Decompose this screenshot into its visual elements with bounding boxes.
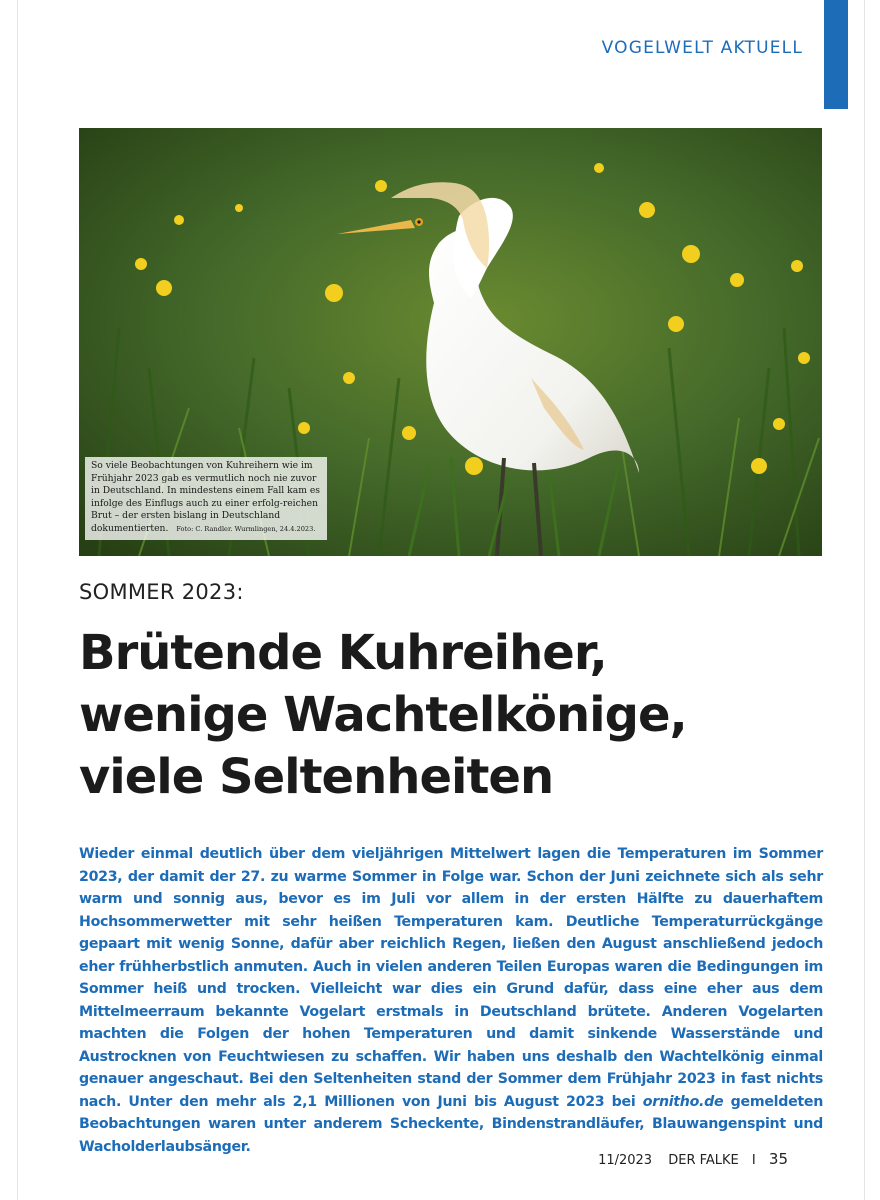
magazine-name: DER FALKE <box>668 1153 739 1168</box>
headline-line-1: Brütende Kuhreiher, <box>79 625 607 681</box>
magazine-page <box>17 0 865 1200</box>
photo-caption <box>85 457 327 540</box>
section-tab-marker <box>824 0 848 109</box>
footer-separator: I <box>751 1153 756 1168</box>
article-headline <box>79 622 859 808</box>
section-header: VOGELWELT AKTUELL <box>601 38 803 58</box>
egret-photo <box>79 128 822 556</box>
photo-credit: Foto: C. Randler. Wurmlingen, 24.4.2023. <box>176 524 316 533</box>
headline-line-2: wenige Wachtelkönige, <box>79 687 687 743</box>
lead-text-part-2: gemeldeten Beobachtungen waren unter anderem Scheckente, Bindenstrandläufer, Blauwangenspint und Wacholderlaubsänger. <box>79 1093 824 1155</box>
page-footer <box>598 1150 788 1168</box>
lead-text-part-1: Wieder einmal deutlich über dem vieljährigen Mittelwert lagen die Temperaturen im Sommer 2023, der damit der 27. zu warme Sommer in Folge war. Schon der Juni zeichnete sich als sehr warm und sonnig aus, bevor es im Juli vor allem in der ersten Hälfte zu dauerhaftem Hochsommerwetter mit sehr heißen Temperaturen kam. Deutliche Temperaturrückgänge gepaart mit wenig Sonne, dafür aber reichlich Regen, ließen den August anschließend jedoch eher frühherbstlich anmuten. Auch in vielen anderen Teilen Europas waren die Bedingungen im Sommer heiß und trocken. Vielleicht war dies ein Grund dafür, dass eine eher aus dem Mittelmeerraum bekannte Vogelart erstmals in Deutschland brütete. Anderen Vogelarten machten die Folgen der hohen Temperaturen und damit sinkende Wasserstände und Austrocknen von Feuchtwiesen zu schaffen. Wir haben uns deshalb den Wachtelkönig einmal genauer angeschaut. Bei den Seltenheiten stand der Sommer dem Frühjahr 2023 in fast nichts nach. Unter den mehr als 2,1 Millionen von Juni bis August 2023 bei <box>79 846 823 1110</box>
article-lead <box>79 843 823 1158</box>
page-number: 35 <box>768 1150 788 1168</box>
issue-number: 11/2023 <box>598 1153 653 1168</box>
headline-line-3: viele Seltenheiten <box>79 749 554 805</box>
caption-text: So viele Beobachtungen von Kuhreihern wie im Frühjahr 2023 gab es vermutlich noch nie zuvor in Deutschland. In mindestens einem Fall kam es infolge des Einflugs auch zu einer erfolg-reichen Brut – der ersten bislang in Deutschland dokumentierten. <box>91 460 320 534</box>
ornitho-link[interactable]: ornitho.de <box>642 1093 724 1110</box>
article-kicker: SOMMER 2023: <box>79 580 244 604</box>
